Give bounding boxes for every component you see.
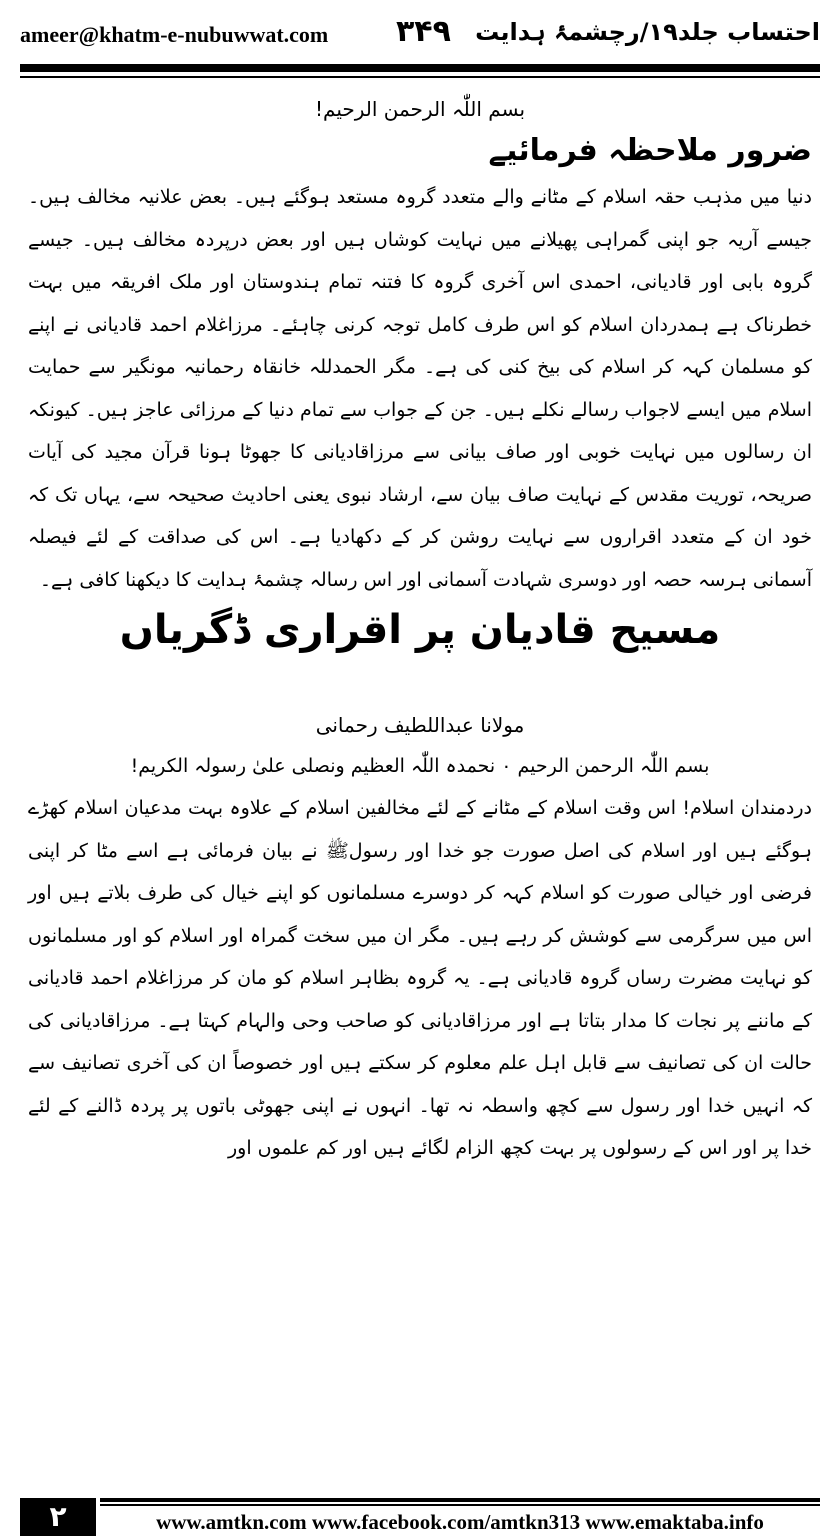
header-rule-thin [20,76,820,78]
intro-heading: ضرور ملاحظہ فرمائیے [488,133,812,168]
page-header [20,14,820,64]
series-title: احتساب جلد۱۹/رچشمۂ ہدایت [475,18,820,46]
article-paragraph: دردمندان اسلام! اس وقت اسلام کے مٹانے کے لئے مخالفین اسلام کے علاوہ بہت مدعیان اسلام کھڑے ہوگئے ہیں اور اسلام کی اصل صورت جو خدا اور رسولﷺ نے بیان فرمائی ہے اسے مٹا کر اپنی فرضی اور خیالی صورت کو اسلام کہہ کر دوسرے مسلمانوں کو اپنے خیال کی طرف بلاتے ہیں اور اس میں سرگرمی سے کوشش کر رہے ہیں۔ مگر ان میں سخت گمراہ اور اسلام کو اور مسلمانوں کو نہایت مضرت رساں گروہ قادیانی ہے۔ یہ گروہ بظاہر اسلام کو مان کر مرزاغلام احمد قادیانی کے ماننے پر نجات کا مدار بتاتا ہے اور مرزاقادیانی کو صاحب وحی والہام کہتا ہے۔ مرزاقادیانی کی حالت ان کی تصانیف سے قابل اہل علم معلوم کر سکتے ہیں اور خصوصاً ان کی آخری تصانیف سے کہ انہیں خدا اور رسول سے کچھ واسطہ نہ تھا۔ انہوں نے اپنی جھوٹی باتوں پر پردہ ڈالنے کے لئے خدا پر اور اس کے رسولوں پر بہت کچھ الزام لگائے ہیں اور کم علموں اور [28,797,812,1159]
page-body [28,92,812,1170]
intro-bismillah: بسم اللّٰہ الرحمن الرحیم! [314,97,526,121]
header-rule-thick [20,64,820,72]
intro-paragraph: دنیا میں مذہب حقہ اسلام کے مٹانے والے متعدد گروہ مستعد ہوگئے ہیں۔ بعض علانیہ مخالف ہیں۔ جیسے آریہ جو اپنی گمراہی پھیلانے میں نہایت کوشاں ہیں اور بعض درپردہ مخالف ہیں۔ جیسے گروہ بابی اور قادیانی، احمدی اس آخری گروہ کا فتنہ تمام ہندوستان اور ملک افریقہ میں بہت خطرناک ہے ہمدردان اسلام کو اس طرف کامل توجہ کرنی چاہئے۔ مرزاغلام احمد قادیانی نے اپنے کو مسلمان کہہ کر اسلام کی بیخ کنی کی ہے۔ مگر الحمدللہ خانقاہ رحمانیہ مونگیر سے حمایت اسلام میں ایسے لاجواب رسالے نکلے ہیں۔ جن کے جواب سے تمام دنیا کے مرزائی عاجز ہیں۔ کیونکہ ان رسالوں میں نہایت خوبی اور صاف بیانی سے مرزاقادیانی کا جھوٹا ہونا قرآن مجید کی آیات صریحہ، توریت مقدس کے نہایت صاف بیان سے، ارشاد نبوی یعنی احادیث صحیحہ سے، یہاں تک کہ خود ان کے متعدد اقراروں سے نہایت روشن کر کے دکھادیا ہے۔ اس کی صداقت کے لئے فیصلہ آسمانی ہرسہ حصہ اور دوسری شہادت آسمانی اور اس رسالہ چشمۂ ہدایت کا دیکھنا کافی ہے۔ [28,186,812,591]
footer-links[interactable]: www.amtkn.com www.facebook.com/amtkn313 www.emaktaba.info [156,1510,764,1534]
footer-page-label: ۲ [20,1498,96,1536]
article-author: مولانا عبداللطیف رحمانی [315,713,525,737]
article-title: مسیح قادیان پر اقراری ڈگریاں [119,607,721,653]
email-address: ameer@khatm-e-nubuwwat.com [20,22,329,47]
article-bismillah: بسم اللّٰہ الرحمن الرحیم ۰ نحمدہ اللّٰہ العظیم ونصلی علیٰ رسولہ الکریم! [130,755,710,777]
footer-rule-thick [100,1498,820,1502]
page-footer [20,1498,820,1536]
page-number: ۳۴۹ [396,14,451,49]
footer-rule-thin [100,1504,820,1506]
